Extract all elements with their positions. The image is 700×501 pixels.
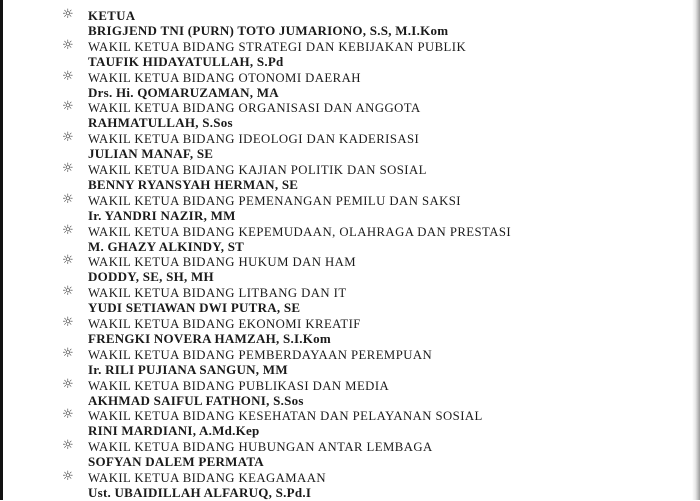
sun-icon: ☼ [62,253,74,269]
person-name: BENNY RYANSYAH HERMAN, SE [88,176,299,192]
list-item [0,468,690,499]
person-name: YUDI SETIAWAN DWI PUTRA, SE [88,300,301,316]
sun-icon: ☼ [62,407,74,423]
person-name: RINI MARDIANI, A.Md.Kep [88,423,260,439]
sun-icon: ☼ [62,99,74,115]
list-item [0,314,690,345]
position-title: WAKIL KETUA BIDANG STRATEGI DAN KEBIJAKAN PUBLIK [88,38,467,54]
person-name: BRIGJEND TNI (PURN) TOTO JUMARIONO, S.S, M.I.Kom [88,23,449,38]
list-item [0,98,690,129]
person-name: Drs. Hi. QOMARUZAMAN, MA [88,84,279,100]
list-item [0,222,690,253]
list-item [0,191,690,222]
sun-icon: ☼ [62,160,74,176]
list-item [0,345,690,376]
position-title: WAKIL KETUA BIDANG HUBUNGAN ANTAR LEMBAGA [88,439,433,455]
list-item [0,376,690,407]
sun-icon: ☼ [62,7,74,22]
list-item [0,6,690,37]
list-item [0,252,690,283]
position-title: WAKIL KETUA BIDANG IDEOLOGI DAN KADERISASI [88,131,420,147]
list-item [0,283,690,314]
list-item [0,37,690,68]
person-name: Ir. YANDRI NAZIR, MM [88,207,236,223]
position-title: WAKIL KETUA BIDANG KAJIAN POLITIK DAN SOSIAL [88,161,427,177]
person-name: Ir. RILI PUJIANA SANGUN, MM [88,361,288,377]
sun-icon: ☼ [62,37,74,53]
person-name: Ust. UBAIDILLAH ALFARUQ, S.Pd.I [88,484,312,500]
person-name: FRENGKI NOVERA HAMZAH, S.I.Kom [88,330,331,346]
person-name: DODDY, SE, SH, MH [88,269,214,285]
list-item [0,406,690,437]
position-title: WAKIL KETUA BIDANG OTONOMI DAERAH [88,69,361,85]
person-name: TAUFIK HIDAYATULLAH, S.Pd [88,53,284,69]
sun-icon: ☼ [62,376,74,392]
person-name: SOFYAN DALEM PERMATA [88,454,264,470]
position-title: WAKIL KETUA BIDANG PEMBERDAYAAN PEREMPUAN [88,346,433,362]
page-right-edge-shadow [692,0,700,500]
sun-icon: ☼ [62,314,74,330]
list-item [0,437,690,468]
person-name: M. GHAZY ALKINDY, ST [88,238,245,254]
list-item [0,68,690,99]
position-title: WAKIL KETUA BIDANG KESEHATAN DAN PELAYANAN SOSIAL [88,408,483,424]
member-list [0,6,690,499]
list-item [0,160,690,191]
sun-icon: ☼ [62,68,74,84]
position-title: WAKIL KETUA BIDANG KEAGAMAAN [88,469,326,485]
sun-icon: ☼ [62,438,74,454]
sun-icon: ☼ [62,222,74,238]
position-title: WAKIL KETUA BIDANG KEPEMUDAAN, OLAHRAGA DAN PRESTASI [88,223,512,239]
position-title: WAKIL KETUA BIDANG HUKUM DAN HAM [88,254,357,270]
position-title: WAKIL KETUA BIDANG EKONOMI KREATIF [88,315,361,331]
person-name: AKHMAD SAIFUL FATHONI, S.Sos [88,392,304,408]
person-name: RAHMATULLAH, S.Sos [88,115,233,131]
position-title: KETUA [88,8,136,23]
position-title: WAKIL KETUA BIDANG PUBLIKASI DAN MEDIA [88,377,390,393]
sun-icon: ☼ [62,345,74,361]
position-title: WAKIL KETUA BIDANG PEMENANGAN PEMILU DAN SAKSI [88,192,461,208]
list-item [0,129,690,160]
sun-icon: ☼ [62,468,74,484]
position-title: WAKIL KETUA BIDANG LITBANG DAN IT [88,285,347,301]
sun-icon: ☼ [62,284,74,300]
sun-icon: ☼ [62,130,74,146]
position-title: WAKIL KETUA BIDANG ORGANISASI DAN ANGGOTA [88,100,421,116]
sun-icon: ☼ [62,191,74,207]
person-name: JULIAN MANAF, SE [88,146,214,162]
